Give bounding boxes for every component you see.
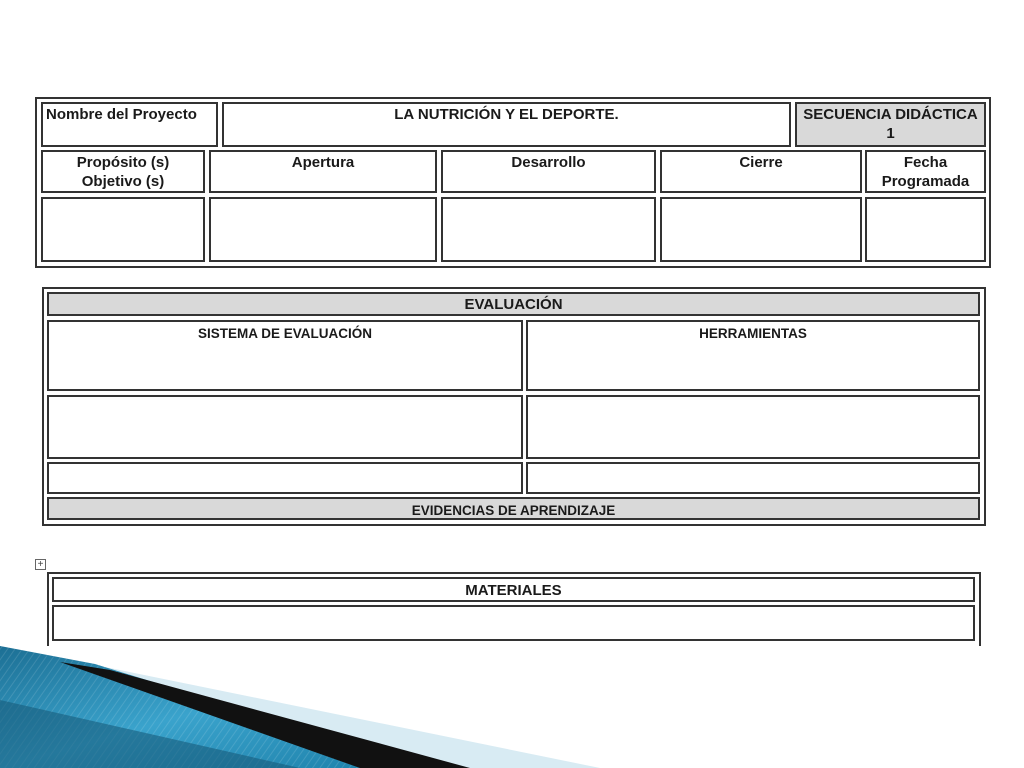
evidence-label: EVIDENCIAS DE APRENDIZAJE [47,497,980,520]
opening-cell[interactable] [209,197,437,262]
column-header-closure: Cierre [660,150,862,193]
column-header-line: Fecha [903,154,948,171]
evaluation-title: EVALUACIÓN [47,292,980,316]
column-header-opening: Apertura [209,150,437,193]
development-cell[interactable] [441,197,656,262]
purpose-cell[interactable] [41,197,205,262]
sequence-label-text: SECUENCIA DIDÁCTICA [803,106,978,123]
project-name-label: Nombre del Proyecto [41,102,218,147]
column-header-date [865,150,986,193]
column-header-development: Desarrollo [441,150,656,193]
evaluation-tools-cell[interactable] [526,395,980,459]
column-header-line: Programada [881,173,970,190]
evaluation-tools-cell[interactable] [526,462,980,494]
evaluation-system-cell[interactable] [47,462,523,494]
column-header-line: Objetivo (s) [81,173,165,190]
evaluation-system-header: SISTEMA DE EVALUACIÓN [47,320,523,391]
table-move-handle-icon[interactable]: + [35,559,46,570]
ribbon-light-band [0,650,600,768]
column-header-purpose [41,150,205,193]
ribbon-blue-band [0,646,430,768]
evaluation-system-cell[interactable] [47,395,523,459]
evaluation-tools-header: HERRAMIENTAS [526,320,980,391]
sequence-label [795,102,986,147]
project-name-value[interactable]: LA NUTRICIÓN Y EL DEPORTE. [222,102,791,147]
sequence-number: 1 [886,125,895,142]
ribbon-dark-band [60,662,470,768]
materials-cell[interactable] [52,605,975,641]
closure-cell[interactable] [660,197,862,262]
date-cell[interactable] [865,197,986,262]
materials-title: MATERIALES [52,577,975,602]
column-header-line: Propósito (s) [76,154,170,171]
